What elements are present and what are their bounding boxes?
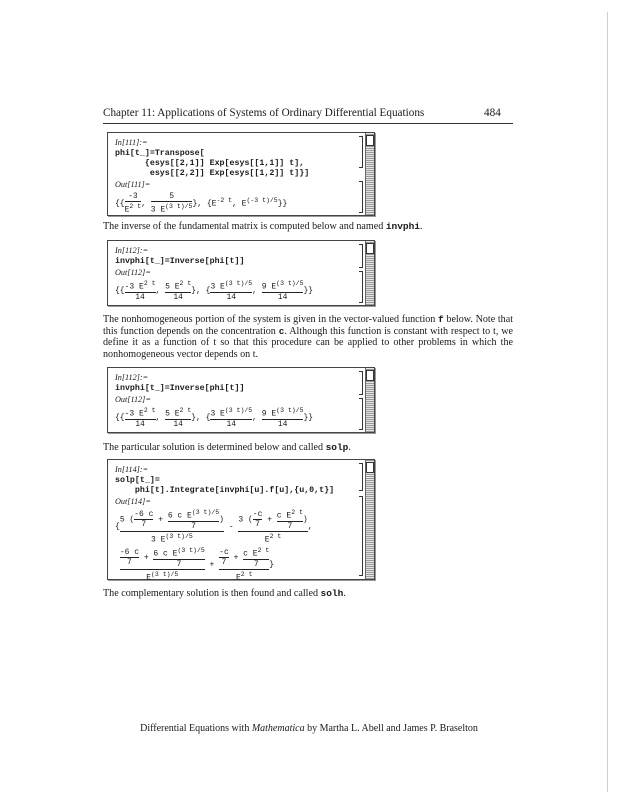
paragraph-inverse: The inverse of the fundamental matrix is computed below and named invphi.	[103, 221, 423, 232]
cell-bracket[interactable]	[359, 371, 363, 395]
notebook-cell-114[interactable]	[107, 459, 375, 583]
code-line[interactable]: phi[t_]=Transpose[	[115, 149, 205, 158]
paragraph-text: The complementary solution is then found and called	[103, 588, 318, 599]
output-label: Out[112]=	[115, 395, 151, 404]
header-rule	[103, 123, 513, 124]
page-footer	[0, 723, 618, 734]
input-label: In[112]:=	[115, 373, 149, 382]
cell-bracket[interactable]	[359, 398, 363, 430]
notebook-cell-112-repeat[interactable]	[107, 367, 375, 433]
scrollbar[interactable]	[365, 460, 374, 579]
scroll-thumb[interactable]	[366, 462, 374, 473]
notebook-cell-111[interactable]	[107, 132, 375, 216]
inline-code: solp	[325, 442, 349, 453]
output-expression: {{ $\frac{-3 E^{2 t}}{14}$ , $\frac{5 E^{2 t}}{14}$ }, { $\frac{3 E^{(3 t)/5}}{14}$ , $\frac{9 E^{(3 t)/5}}{14}$ }}	[115, 407, 314, 429]
input-label: In[112]:=	[115, 246, 149, 255]
cell-bracket[interactable]	[359, 271, 363, 303]
notebook-cell-112[interactable]	[107, 240, 375, 306]
output-expression: {{ $\frac{-3}{E^{2 t}}$ , $\frac{5}{3 E^{(3 t)/5}}$ }, {$E^{-2 t}$, $E^{(-3 t)/5}$}}	[115, 192, 288, 215]
footer-text: by Martha L. Abell and James P. Braselton	[307, 723, 478, 734]
scroll-thumb[interactable]	[366, 370, 374, 381]
output-expression: { 5 ( $\frac{-6 c}{7}$ + $\frac{6 c E^{(3 t)/5}}{7}$ ) 3 $E^{(3 t)/5}$ - 3 ( $\frac{-c}{7}$ + $\frac{c E^{2 t}}{7}$ ) $E^{2 t}$ , $\frac{-6 c}{7}$ + $\frac{6 c E^{(3 t)/5}}{7}$ $E^{(3 t)/5}$ + $\frac{-c}{7}$ + $\frac{c E^{2 t}}{7}$ $E^{2 t}$ }	[115, 509, 313, 583]
paragraph-text: . Although this function is constant with respect to t, we define it as a function of t so that this procedure can be applied to other problems in which the nonhomogeneous vector depends on t.	[103, 325, 513, 360]
cell-bracket[interactable]	[359, 463, 363, 491]
page-edge-rule	[607, 12, 608, 792]
cell-bracket[interactable]	[359, 136, 363, 168]
page-number: 484	[484, 107, 501, 119]
paragraph-text: The nonhomogeneous portion of the system is given in the vector-valued function	[103, 314, 436, 325]
paragraph-text: The particular solution is determined below and called	[103, 442, 324, 453]
code-line[interactable]: solp[t_]=	[115, 476, 160, 485]
scrollbar[interactable]	[365, 241, 374, 305]
cell-bracket[interactable]	[359, 496, 363, 576]
code-line[interactable]: {esys[[2,1]] Exp[esys[[1,1]] t],	[115, 159, 305, 168]
scrollbar[interactable]	[365, 133, 374, 215]
code-line[interactable]: esys[[2,2]] Exp[esys[[1,2]] t]}]	[115, 169, 310, 178]
cell-bracket[interactable]	[359, 181, 363, 213]
paragraph-complementary: The complementary solution is then found and called solh.	[103, 588, 346, 599]
scrollbar[interactable]	[365, 368, 374, 432]
code-line[interactable]: phi[t].Integrate[invphi[u].f[u],{u,0,t}]	[115, 486, 335, 495]
output-expression: {{ $\frac{-3 E^{2 t}}{14}$ , $\frac{5 E^{2 t}}{14}$ }, { $\frac{3 E^{(3 t)/5}}{14}$ , $\frac{9 E^{(3 t)/5}}{14}$ }}	[115, 280, 314, 302]
paragraph-text: The inverse of the fundamental matrix is computed below and named	[103, 221, 384, 232]
scroll-thumb[interactable]	[366, 135, 374, 146]
cell-bracket[interactable]	[359, 244, 363, 268]
paragraph-nonhomogeneous	[103, 314, 513, 360]
code-line[interactable]: invphi[t_]=Inverse[phi[t]]	[115, 384, 245, 393]
inline-code: solh	[320, 588, 344, 599]
paragraph-text: below. Note that this function depends on the concentration	[103, 314, 514, 337]
footer-book-title: Mathematica	[251, 723, 305, 734]
inline-code: f	[438, 314, 444, 325]
input-label: In[114]:=	[115, 465, 149, 474]
output-label: Out[111]=	[115, 180, 151, 189]
output-label: Out[114]=	[115, 497, 151, 506]
code-line[interactable]: invphi[t_]=Inverse[phi[t]]	[115, 257, 245, 266]
chapter-title: Chapter 11: Applications of Systems of Ordinary Differential Equations	[103, 107, 425, 119]
scroll-thumb[interactable]	[366, 243, 374, 254]
paragraph-particular: The particular solution is determined below and called solp.	[103, 442, 351, 453]
inline-code: invphi	[385, 221, 421, 232]
output-label: Out[112]=	[115, 268, 151, 277]
input-label: In[111]:=	[115, 138, 148, 147]
inline-code: c	[278, 325, 285, 337]
footer-text: Differential Equations with	[140, 723, 250, 734]
